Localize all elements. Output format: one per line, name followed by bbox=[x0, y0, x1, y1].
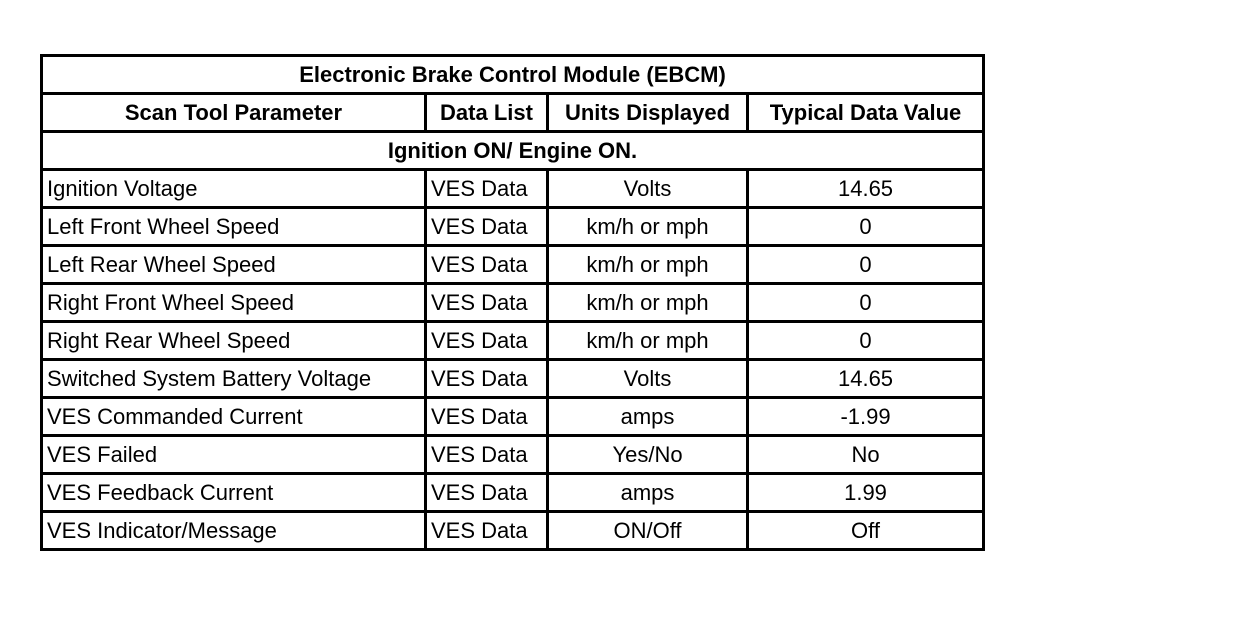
units-cell: Yes/No bbox=[548, 436, 748, 474]
data-list-cell: VES Data bbox=[426, 398, 548, 436]
ebcm-data-sheet bbox=[40, 54, 982, 551]
parameter-cell: Right Front Wheel Speed bbox=[42, 284, 426, 322]
header-row bbox=[42, 94, 984, 132]
data-list-cell: VES Data bbox=[426, 436, 548, 474]
table-title: Electronic Brake Control Module (EBCM) bbox=[42, 56, 984, 94]
typical-value-cell: 0 bbox=[748, 284, 984, 322]
typical-value-cell: 14.65 bbox=[748, 170, 984, 208]
parameter-cell: Ignition Voltage bbox=[42, 170, 426, 208]
table-row bbox=[42, 170, 984, 208]
table-row bbox=[42, 512, 984, 550]
data-list-cell: VES Data bbox=[426, 474, 548, 512]
header-data-list: Data List bbox=[426, 94, 548, 132]
parameter-cell: Left Front Wheel Speed bbox=[42, 208, 426, 246]
typical-value-cell: No bbox=[748, 436, 984, 474]
section-label: Ignition ON/ Engine ON. bbox=[42, 132, 984, 170]
parameter-cell: Right Rear Wheel Speed bbox=[42, 322, 426, 360]
parameter-cell: VES Feedback Current bbox=[42, 474, 426, 512]
data-list-cell: VES Data bbox=[426, 170, 548, 208]
units-cell: ON/Off bbox=[548, 512, 748, 550]
parameter-cell: Switched System Battery Voltage bbox=[42, 360, 426, 398]
data-list-cell: VES Data bbox=[426, 512, 548, 550]
units-cell: km/h or mph bbox=[548, 284, 748, 322]
header-typical-data-value: Typical Data Value bbox=[748, 94, 984, 132]
header-scan-tool-parameter: Scan Tool Parameter bbox=[42, 94, 426, 132]
table-row bbox=[42, 436, 984, 474]
units-cell: amps bbox=[548, 474, 748, 512]
typical-value-cell: 1.99 bbox=[748, 474, 984, 512]
units-cell: amps bbox=[548, 398, 748, 436]
table-row bbox=[42, 208, 984, 246]
table-row bbox=[42, 360, 984, 398]
data-list-cell: VES Data bbox=[426, 208, 548, 246]
title-row bbox=[42, 56, 984, 94]
typical-value-cell: -1.99 bbox=[748, 398, 984, 436]
parameter-cell: VES Failed bbox=[42, 436, 426, 474]
units-cell: Volts bbox=[548, 360, 748, 398]
typical-value-cell: Off bbox=[748, 512, 984, 550]
units-cell: Volts bbox=[548, 170, 748, 208]
data-list-cell: VES Data bbox=[426, 246, 548, 284]
data-list-cell: VES Data bbox=[426, 284, 548, 322]
section-row bbox=[42, 132, 984, 170]
typical-value-cell: 0 bbox=[748, 246, 984, 284]
table-row bbox=[42, 284, 984, 322]
ebcm-data-table bbox=[40, 54, 985, 551]
header-units-displayed: Units Displayed bbox=[548, 94, 748, 132]
typical-value-cell: 0 bbox=[748, 322, 984, 360]
units-cell: km/h or mph bbox=[548, 322, 748, 360]
units-cell: km/h or mph bbox=[548, 246, 748, 284]
table-row bbox=[42, 246, 984, 284]
parameter-cell: VES Commanded Current bbox=[42, 398, 426, 436]
data-list-cell: VES Data bbox=[426, 322, 548, 360]
typical-value-cell: 0 bbox=[748, 208, 984, 246]
data-list-cell: VES Data bbox=[426, 360, 548, 398]
typical-value-cell: 14.65 bbox=[748, 360, 984, 398]
table-row bbox=[42, 398, 984, 436]
parameter-cell: Left Rear Wheel Speed bbox=[42, 246, 426, 284]
table-row bbox=[42, 474, 984, 512]
table-row bbox=[42, 322, 984, 360]
units-cell: km/h or mph bbox=[548, 208, 748, 246]
parameter-cell: VES Indicator/Message bbox=[42, 512, 426, 550]
